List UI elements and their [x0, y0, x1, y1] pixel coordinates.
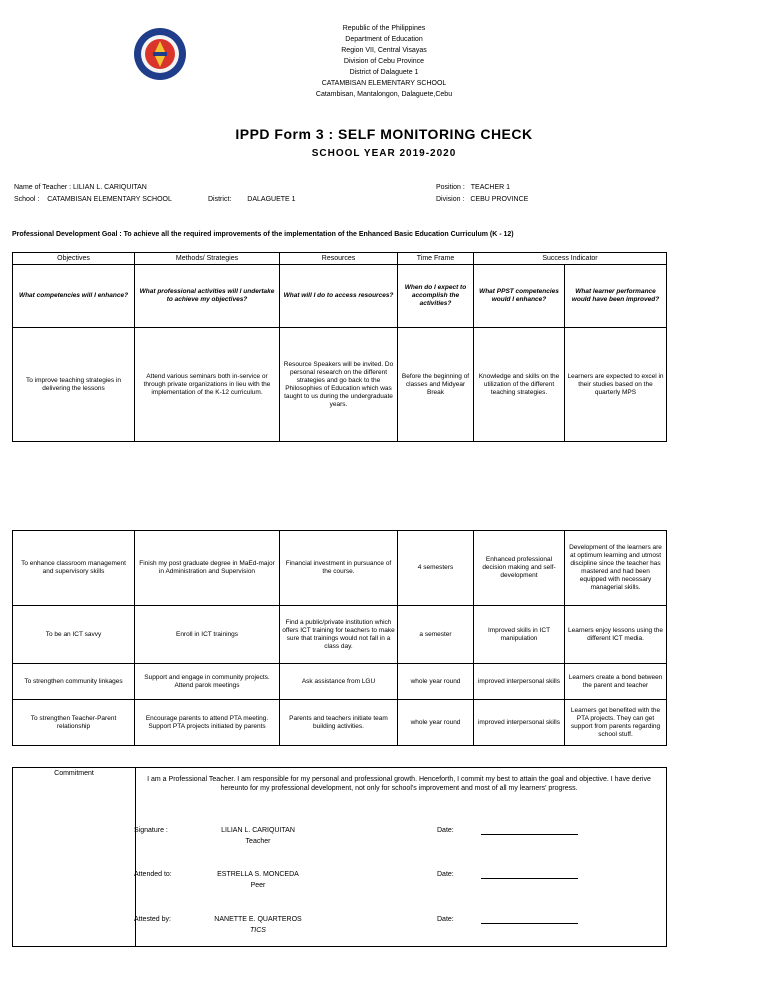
table-row: [13, 531, 667, 606]
cell-time-frame: 4 semesters: [398, 531, 474, 606]
commitment-box: [12, 767, 667, 947]
header-time-frame: Time Frame: [398, 253, 474, 265]
cell-ppst: improved interpersonal skills: [474, 700, 565, 746]
question-learner: What learner performance would have been improved?: [565, 265, 667, 328]
cell-time-frame: a semester: [398, 606, 474, 664]
school-year: SCHOOL YEAR 2019-2020: [311, 148, 457, 159]
cell-objective: To improve teaching strategies in delivering the lessons: [13, 328, 135, 442]
cell-method: Attend various seminars both in-service or through private organizations in lieu with the implementation of the K-12 curriculum.: [135, 328, 280, 442]
cell-resource: Parents and teachers initiate team building activities.: [280, 700, 398, 746]
question-competencies: What competencies will I enhance?: [13, 265, 135, 328]
attested-label: Attested by:: [134, 916, 171, 923]
header-line-district: District of Dalaguete 1: [349, 69, 419, 76]
table-header-row: [13, 253, 667, 265]
cell-learner: Development of the learners are at optimum learning and utmost discipline since the teacher has mastered and had been equipped with necessary managerial skills.: [565, 531, 667, 606]
signature-role: Teacher: [245, 838, 271, 845]
school-row: [14, 195, 172, 205]
header-methods: Methods/ Strategies: [135, 253, 280, 265]
district-value: DALAGUETE 1: [247, 196, 296, 203]
header-objectives: Objectives: [13, 253, 135, 265]
school-value: CATAMBISAN ELEMENTARY SCHOOL: [47, 196, 172, 203]
position-row: [436, 183, 510, 193]
cell-objective: To strengthen Teacher-Parent relationship: [13, 700, 135, 746]
header-line-division: Division of Cebu Province: [343, 58, 425, 65]
cell-method: Encourage parents to attend PTA meeting. Support PTA projects initiated by parents: [135, 700, 280, 746]
attended-date-label: Date:: [437, 871, 454, 878]
table-row: [13, 328, 667, 442]
cell-objective: To strengthen community linkages: [13, 664, 135, 700]
header-line-department: Department of Education: [345, 36, 423, 43]
cell-method: Support and engage in community projects. Attend parok meetings: [135, 664, 280, 700]
teacher-name-row: [14, 183, 147, 193]
commitment-text: I am a Professional Teacher. I am responsible for my personal and professional growth. Henceforth, I commit my best to attain the goal and objective. I have derive hereunto for my professional development, not only for school's improvement and most of all my learners' progress.: [147, 776, 651, 792]
division-value: CEBU PROVINCE: [470, 196, 529, 203]
cell-ppst: Knowledge and skills on the utilization of the different teaching strategies.: [474, 328, 565, 442]
attended-date-line: [481, 878, 578, 879]
cell-time-frame: Before the beginning of classes and Midyear Break: [398, 328, 474, 442]
monitoring-table-continued: [12, 530, 667, 746]
district-label: District:: [208, 196, 232, 203]
development-goal: Professional Development Goal : To achieve all the required improvements of the implementation of the Enhanced Basic Education Curriculum (K - 12): [12, 231, 514, 238]
cell-objective: To be an ICT savvy: [13, 606, 135, 664]
table-row: [13, 606, 667, 664]
cell-resource: Financial investment in pursuance of the course.: [280, 531, 398, 606]
cell-learner: Learners get benefited with the PTA projects. They can get support from parents regarding school stuff.: [565, 700, 667, 746]
commitment-label: Commitment: [54, 770, 94, 777]
teacher-label: Name of Teacher :: [14, 184, 72, 191]
cell-method: Finish my post graduate degree in MaEd-major in Administration and Supervision: [135, 531, 280, 606]
monitoring-table: [12, 252, 667, 442]
header-line-republic: Republic of the Philippines: [342, 25, 426, 32]
cell-objective: To enhance classroom management and supervisory skills: [13, 531, 135, 606]
header-line-address: Catambisan, Mantalongon, Dalaguete,Cebu: [315, 91, 453, 98]
attended-role: Peer: [250, 882, 266, 889]
cell-ppst: improved interpersonal skills: [474, 664, 565, 700]
cell-resource: Find a public/private institution which offers ICT training for teachers to make sure that trainings would not fall in a class day.: [280, 606, 398, 664]
question-activities: What professional activities will I undertake to achieve my objectives?: [135, 265, 280, 328]
signature-name: LILIAN L. CARIQUITAN: [221, 827, 295, 834]
table-row: [13, 700, 667, 746]
cell-method: Enroll in ICT trainings: [135, 606, 280, 664]
header-line-region: Region VII, Central Visayas: [341, 47, 427, 54]
signature-date-line: [481, 834, 578, 835]
cell-ppst: Enhanced professional decision making and self-development: [474, 531, 565, 606]
cell-learner: Learners enjoy lessons using the different ICT media.: [565, 606, 667, 664]
header-resources: Resources: [280, 253, 398, 265]
attested-date-label: Date:: [437, 916, 454, 923]
attended-name: ESTRELLA S. MONCEDA: [217, 871, 299, 878]
table-question-row: [13, 265, 667, 328]
school-label: School :: [14, 196, 40, 203]
division-label: Division :: [436, 196, 465, 203]
cell-time-frame: whole year round: [398, 664, 474, 700]
cell-resource: Resource Speakers will be invited. Do personal research on the different strategies and go back to the Philosophies of Education which was taught to us during the undergraduate years.: [280, 328, 398, 442]
table-row: [13, 664, 667, 700]
page-title: IPPD Form 3 : SELF MONITORING CHECK: [235, 126, 533, 142]
header-success-indicator: Success Indicator: [474, 253, 667, 265]
question-resources: What will I do to access resources?: [280, 265, 398, 328]
cell-ppst: Improved skills in ICT manipulation: [474, 606, 565, 664]
header-line-school: CATAMBISAN ELEMENTARY SCHOOL: [321, 80, 447, 87]
teacher-value: LILIAN L. CARIQUITAN: [73, 184, 147, 191]
position-label: Position :: [436, 184, 465, 191]
signature-date-label: Date:: [437, 827, 454, 834]
position-value: TEACHER 1: [470, 184, 511, 191]
cell-learner: Learners create a bond between the parent and teacher: [565, 664, 667, 700]
attested-name: NANETTE E. QUARTEROS: [214, 916, 302, 923]
district-row: [208, 195, 296, 205]
cell-learner: Learners are expected to excel in their studies based on the quarterly MPS: [565, 328, 667, 442]
cell-time-frame: whole year round: [398, 700, 474, 746]
attested-role: TICS: [250, 927, 266, 934]
cell-resource: Ask assistance from LGU: [280, 664, 398, 700]
attended-label: Attended to:: [134, 871, 172, 878]
question-ppst: What PPST competencies would I enhance?: [474, 265, 565, 328]
division-row: [436, 195, 528, 205]
question-time: When do I expect to accomplish the activities?: [398, 265, 474, 328]
attested-date-line: [481, 923, 578, 924]
signature-label: Signature :: [134, 827, 168, 834]
